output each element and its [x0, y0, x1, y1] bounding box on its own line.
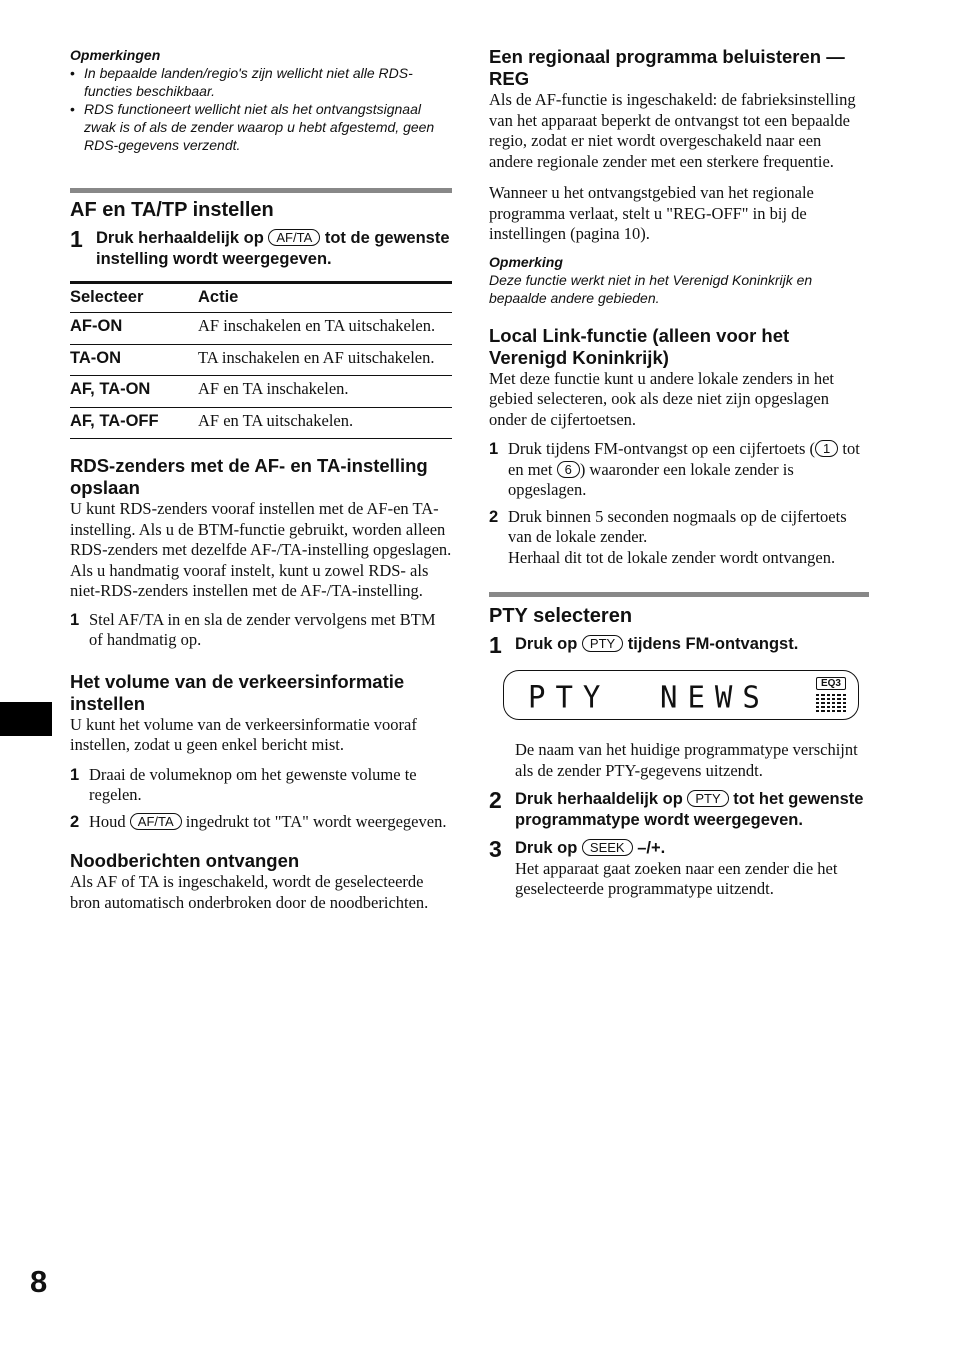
setting-key: AF-ON — [70, 313, 198, 345]
step-text: Druk binnen 5 seconden nogmaals op de cijfertoets van de lokale zender. Herhaal dit tot de lokale zender wordt ontvangen. — [508, 506, 847, 567]
step-number: 1 — [489, 632, 502, 658]
eq-indicator — [816, 677, 846, 714]
number-key-6: 6 — [557, 461, 580, 478]
section-rule — [70, 188, 452, 193]
volume-step-2 — [70, 812, 452, 833]
rds-heading: RDS-zenders met de AF- en TA-instelling opslaan — [70, 455, 428, 498]
rds-step-1 — [70, 610, 452, 651]
display-pty-text: PTY — [528, 679, 611, 715]
step-number: 2 — [489, 507, 499, 526]
local-link-heading: Local Link-functie (alleen voor het Verenigd Koninkrijk) — [489, 324, 790, 368]
volume-step-1 — [70, 765, 452, 806]
step-text: Druk herhaaldelijk op PTY tot het gewenste programmatype wordt weergegeven. — [515, 790, 864, 829]
notes-title: Opmerkingen — [70, 47, 161, 63]
emergency-text: Als AF of TA is ingeschakeld, wordt de geselecteerde bron automatisch onderbroken door de noodberichten. — [70, 872, 429, 912]
step-number: 1 — [70, 610, 80, 629]
rds-text-1: U kunt RDS-zenders vooraf instellen met de AF-en TA-instelling. Als u de BTM-functie gebruikt, worden alleen RDS-zenders met dezelfde AF-/TA-instelling opgeslagen. — [70, 499, 452, 559]
step-detail: Het apparaat gaat zoeken naar een zender die het geselecteerde programmatype uitzendt. — [515, 858, 838, 898]
table-row — [70, 344, 452, 376]
seek-key: SEEK — [582, 839, 633, 856]
pty-description: De naam van het huidige programmatype verschijnt als de zender PTY-gegevens uitzendt. — [515, 740, 858, 780]
note-item: • RDS functioneert wellicht niet als het ontvangstsignaal zwak is of als de zender waarop u hebt afgestemd, geen RDS-gegevens verzendt. — [70, 100, 452, 154]
number-key-1: 1 — [815, 440, 838, 457]
reg-text-1: Als de AF-functie is ingeschakeld: de fabrieksinstelling van het apparaat beperkt de ontvangst tot een bepaalde regio, zodat er niet wordt overgeschakeld naar een andere regionale zender met een sterkere frequentie. — [489, 90, 856, 171]
step-number: 1 — [489, 440, 499, 458]
right-column — [489, 46, 869, 900]
setting-action: AF inschakelen en TA uitschakelen. — [198, 313, 452, 345]
af-ta-key: AF/TA — [268, 229, 320, 246]
emergency-heading: Noodberichten ontvangen — [70, 850, 300, 871]
setting-action: AF en TA inschakelen. — [198, 376, 452, 408]
volume-text: U kunt het volume van de verkeersinformatie vooraf instellen, zodat u geen enkel bericht mist. — [70, 714, 417, 754]
table-row — [70, 376, 452, 408]
step-number: 1 — [70, 226, 83, 252]
setting-action: TA inschakelen en AF uitschakelen. — [198, 344, 452, 376]
af-ta-step-1 — [70, 228, 452, 269]
step-text: Druk herhaaldelijk op AF/TA tot de gewenste instelling wordt weergegeven. — [96, 229, 450, 268]
setting-key: AF, TA-ON — [70, 376, 198, 408]
step-content — [515, 838, 869, 900]
reg-text-2: Wanneer u het ontvangstgebied van het regionale programma verlaat, stelt u "REG-OFF" in bij de instellingen (pagina 10). — [489, 183, 814, 243]
step-text: Houd AF/TA ingedrukt tot "TA" wordt weergegeven. — [89, 811, 447, 831]
volume-heading: Het volume van de verkeersinformatie instellen — [70, 670, 405, 714]
eq-label: EQ3 — [816, 677, 846, 690]
section-rule — [489, 592, 869, 597]
reg-note-text: Deze functie werkt niet in het Verenigd Koninkrijk en bepaalde andere gebieden. — [489, 271, 813, 306]
section-tab-marker — [0, 702, 52, 736]
setting-key: AF, TA-OFF — [70, 407, 198, 439]
pty-key: PTY — [687, 790, 728, 807]
left-column — [70, 46, 452, 913]
reg-heading: Een regionaal programma beluisteren — REG — [489, 46, 845, 89]
pty-step-2 — [489, 789, 869, 830]
reg-note-title: Opmerking — [489, 253, 563, 270]
pty-step-1 — [489, 634, 869, 656]
notes-list — [70, 64, 452, 154]
step-number: 3 — [489, 836, 502, 862]
step-text: Druk op SEEK –/+. — [515, 839, 666, 857]
step-number: 2 — [70, 812, 80, 831]
af-ta-table — [70, 281, 452, 439]
display-news-text: NEWS — [660, 679, 770, 715]
step-text: Druk op PTY tijdens FM-ontvangst. — [515, 635, 799, 653]
pty-key: PTY — [582, 635, 623, 652]
page-number: 8 — [30, 1264, 48, 1299]
local-step-2 — [489, 507, 869, 569]
table-row — [70, 313, 452, 345]
step-text: Stel AF/TA in en sla de zender vervolgens met BTM of handmatig op. — [89, 609, 436, 649]
lcd-display — [503, 670, 859, 720]
pty-description-block — [515, 740, 869, 781]
step-text: Draai de volumeknop om het gewenste volume te regelen. — [89, 764, 417, 804]
table-row — [70, 407, 452, 439]
step-text: Druk tijdens FM-ontvangst op een cijfertoets ( 1 tot en met 6 ) waaronder een lokale zender is opgeslagen. — [508, 439, 860, 499]
table-header-action: Actie — [198, 283, 452, 313]
step-number: 1 — [70, 765, 80, 784]
local-link-text: Met deze functie kunt u andere lokale zenders in het gebied selecteren, ook als deze niet zijn opgeslagen onder de cijfertoetsen. — [489, 368, 834, 429]
local-step-1 — [489, 439, 869, 501]
setting-key: TA-ON — [70, 344, 198, 376]
setting-action: AF en TA uitschakelen. — [198, 407, 452, 439]
rds-text-2: Als u handmatig vooraf instelt, kunt u zowel RDS- als niet-RDS-zenders instellen met de AF-/TA-instelling. — [70, 560, 429, 600]
note-item: • In bepaalde landen/regio's zijn wellicht niet alle RDS-functies beschikbaar. — [70, 64, 452, 100]
af-ta-heading: AF en TA/TP instellen — [70, 199, 274, 221]
step-number: 2 — [489, 787, 502, 813]
pty-heading: PTY selecteren — [489, 605, 633, 627]
eq-bars-icon — [816, 694, 846, 714]
table-header-select: Selecteer — [70, 283, 198, 313]
pty-step-3 — [489, 838, 869, 900]
af-ta-key: AF/TA — [130, 813, 182, 830]
